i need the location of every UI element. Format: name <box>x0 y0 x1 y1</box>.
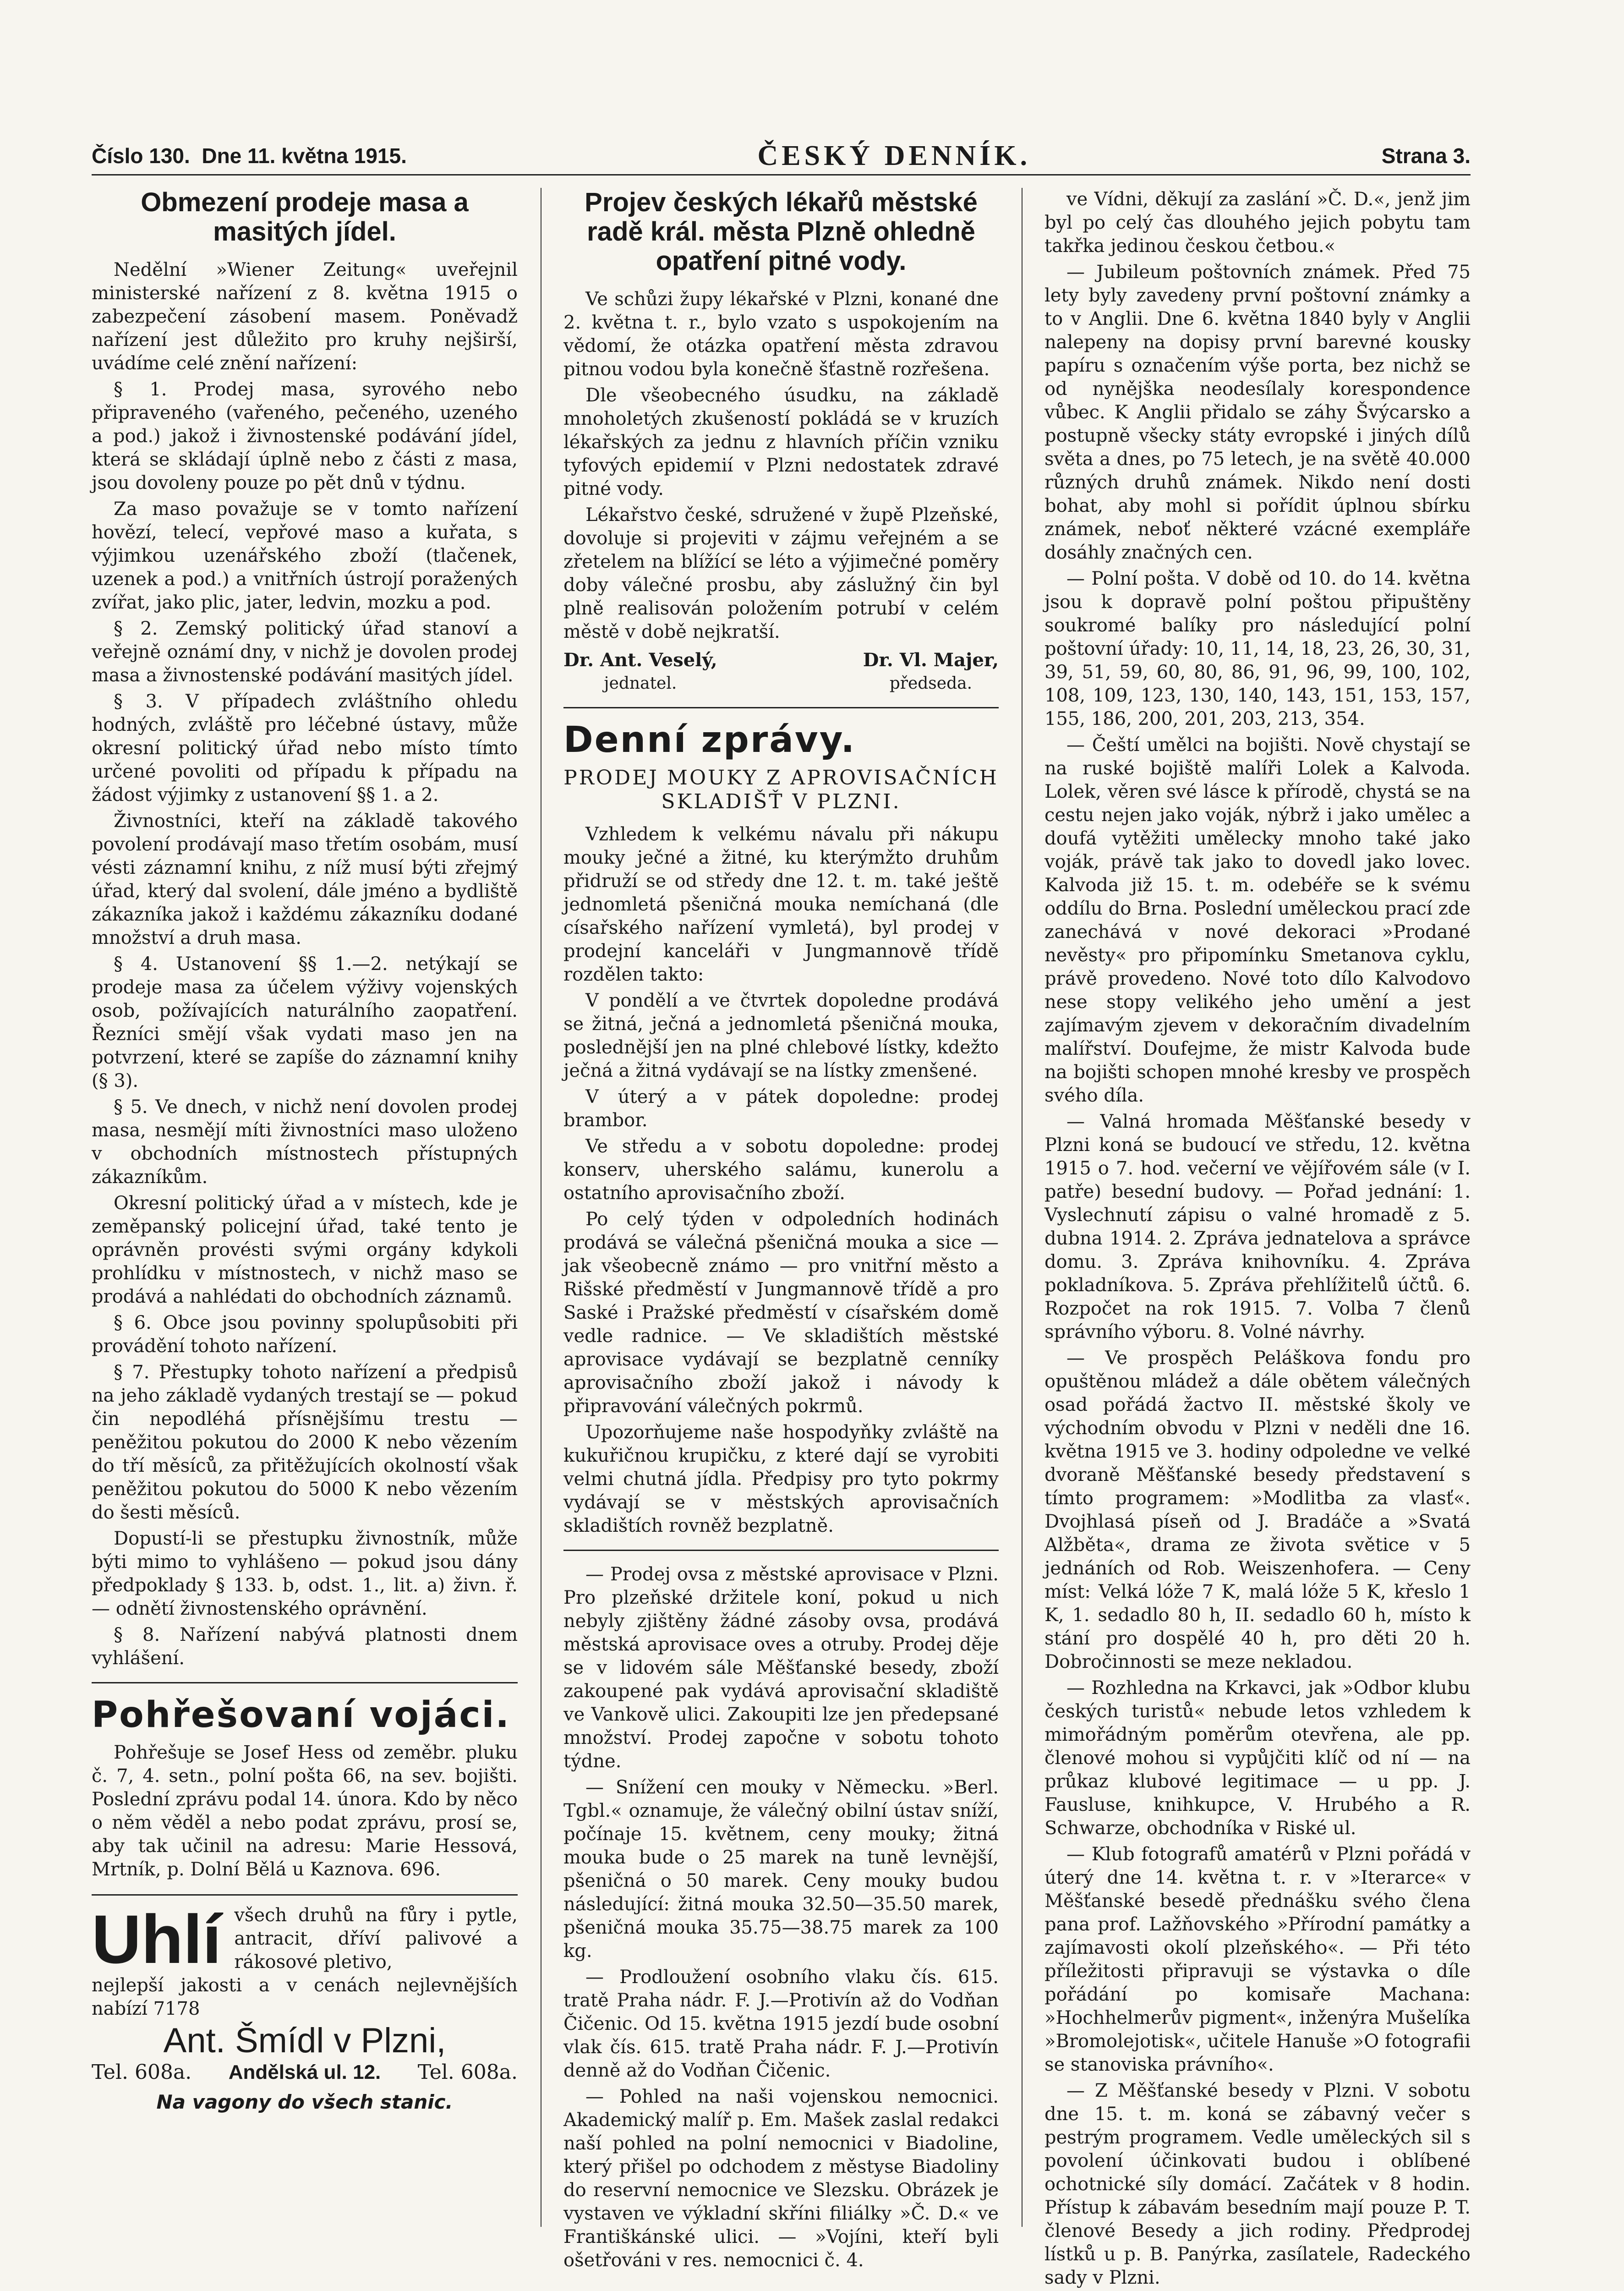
ad-telephone: Tel. 608a. <box>417 2061 518 2084</box>
article-subhead: PRODEJ MOUKY Z APROVISAČNÍCH SKLADIŠŤ V PLZNI. <box>563 766 999 813</box>
paragraph: Dopustí-li se přestupku živnostník, může býti mimo to vyhlášeno — pokud jsou dány předpoklady § 133. b, odst. 1., lit. a) živn. ř. — odnětí živnostenského oprávnění. <box>92 1528 518 1619</box>
ad-number: 7178 <box>153 1998 200 2019</box>
paragraph: § 2. Zemský politický úřad stanoví a veřejně oznámí dny, v nichž je dovolen prodej masa a živnostenské podávání masitých jídel. <box>92 618 518 686</box>
divider <box>563 707 999 708</box>
paragraph: Nedělní »Wiener Zeitung« uveřejnil ministerské nařízení z 8. května 1915 o zabezpečení zásobení masem. Poněvadž nařízení jest důležito pro kruhy nejširší, uvádíme celé znění nařízení: <box>92 259 518 374</box>
news-item: — Snížení cen mouky v Německu. »Berl. Tgbl.« oznamuje, že válečný obilní ústav sníží, počínaje 15. květnem, ceny mouky; žitná mouka bude o 25 marek na tuně levnější, pšeničná o 50 marek. Ceny mouky budou následující: žitná mouka 32.50—35.50 marek, pšeničná mouka 35.75—38.75 marek za 100 kg. <box>563 1777 999 1962</box>
news-item: — Pohled na naši vojenskou nemocnici. Akademický malíř p. Em. Mašek zaslal redakci naší pohled na polní nemocnici v Biadoline, který přišel po odchodem z městyse Biadoliny do reservní nemocnice ve Slezsku. Obrázek je vystaven ve výkladní skříni filiálky »Č. D.« ve Františkánské ulici. — »Vojíni, kteří byli ošetřováni v res. nemocnici č. 4. <box>563 2086 999 2271</box>
paragraph: Ve středu a v sobotu dopoledne: prodej konserv, uherského salámu, kunerolu a ostatního aprovisačního zboží. <box>563 1136 999 1204</box>
paragraph: V pondělí a ve čtvrtek dopoledne prodává se žitná, ječná a jednomletá pšeničná mouka, poslednější jen na plné chlebové lístky, kdežto ječná a žitná vydávají se na lístky zmenšené. <box>563 990 999 1081</box>
ad-footer: Na vagony do všech stanic. <box>156 2091 453 2113</box>
divider <box>92 1682 518 1683</box>
signatory-role: jednatel. <box>604 674 677 693</box>
news-item: — Klub fotografů amatérů v Plzni pořádá v úterý dne 14. května t. r. v »Iterarce« v Měšťanské besedě přednášku svého člena pana prof. Lažňovského »Přírodní památky a zajímavosti okolí plzeňského«. — Při této příležitosti připravuji se výstavka o díle pořádání po komisaře Machana: »Hochhelmerův pigment«, inženýra Mušelíka »Bromolejotisk«, učitele Hanuše »O fotografii se stanoviska právního«. <box>1044 1844 1471 2075</box>
column-rule <box>1022 188 1023 2227</box>
paragraph: Lékařstvo české, sdružené v župě Plzeňské, dovoluje si projeviti v zájmu veřejném a se zřetelem na blížící se léto a výjimečné poměry doby válečné prosbu, aby záslužný čin byl plně realisován položením potrubí v celém městě v době nejkratší. <box>563 504 999 642</box>
divider <box>563 1550 999 1551</box>
coal-advertisement <box>92 1894 518 2114</box>
paragraph: § 6. Obce jsou povinny spolupůsobiti při provádění tohoto nařízení. <box>92 1312 518 1357</box>
missing-soldier-notice <box>92 1741 518 1881</box>
paragraph: Po celý týden v odpoledních hodinách prodává se válečná pšeničná mouka a sice — jak všeobecně známo — pro vnitřní město a Rišské předměstí v Jungmannově třídě a pro Saské i Pražské předměstí v císařském domě vedle radnice. — Ve skladištích městské aprovisace vydávají se bezplatně cenníky aprovisačního zboží jakož i návody k připravování válečných pokrmů. <box>563 1209 999 1417</box>
ad-telephone: Tel. 608a. <box>92 2061 192 2084</box>
issue-and-date <box>92 143 407 168</box>
paragraph: § 7. Přestupky tohoto nařízení a předpisů na jeho základě vydaných trestají se — pokud čin nepodléhá přísnějšímu trestu — peněžitou pokutou do 2000 K nebo vězením do tří měsíců, za přitěžujících okolností však peněžitou pokutou do 5000 K nebo vězením do šesti měsíců. <box>92 1362 518 1523</box>
signatory-role: předseda. <box>889 674 973 693</box>
section-title-daily-news: Denní zprávy. <box>563 719 856 761</box>
signatures <box>563 648 999 695</box>
newspaper-title: ČESKÝ DENNÍK. <box>757 140 1031 171</box>
paragraph: § 5. Ve dnech, v nichž není dovolen prodej masa, nesmějí míti živnostníci maso uloženo v obchodních místnostech přístupných zákazníkům. <box>92 1096 518 1188</box>
signature-right <box>863 648 999 695</box>
ad-product-lines: všech druhů na fůry i pytle, antracit, dříví palivové a rákosové pletivo, <box>234 1905 518 1973</box>
paragraph: Vzhledem k velkému návalu při nákupu mouky ječné a žitné, ku kterýmžto druhům přidruží se od středy dne 12. t. m. také ještě jednomletá pšeničná mouka nemíchaná (dle císařského nařízení vymletá), byl prodej v prodejní kanceláři v Jungmannově třídě rozdělen takto: <box>563 824 999 985</box>
ad-address: Andělská ul. 12. <box>228 2061 381 2083</box>
ad-company-name: Ant. Šmídl v Plzni, <box>163 2021 446 2060</box>
column-3 <box>1044 188 1471 2291</box>
news-item: — Prodej ovsa z městské aprovisace v Plzni. Pro plzeňské držitele koní, pokud u nich nebyly zjištěny žádné zásoby ovsa, prodává městská aprovisace oves a otruby. Prodej děje se v lidovém sále Měšťanské besedy, zboží zakoupené pak vydává aprovisační skladiště ve Vankově ulici. Zakoupiti lze jen předepsané množství. Prodej započne v sobotu tohoto týdne. <box>563 1564 999 1772</box>
notice-text: Pohřešuje se Josef Hess od zeměbr. pluku č. 7, 4. setn., polní pošta 66, na sev. bojišti. Poslední zprávu podal 14. února. Kdo by něco o něm věděl a nebo podat zprávu, prosí se, aby tak učinil na adresu: Marie Hessová, Mrtník, p. Dolní Bělá u Kaznova. <box>92 1742 518 1880</box>
news-item: — Ve prospěch Peláškova fondu pro opuštěnou mládež a dále obětem válečných osad pořádá žactvo II. městské školy ve východním obvodu v Plzni v neděli dne 16. května 1915 ve 3. hodiny odpoledne ve velké dvoraně Měšťanské besedy představení s tímto programem: »Modlitba za vlasť«. Dvojhlasá píseň od J. Bradáče a »Svatá Alžběta«, drama ze života světice v 5 jednáních od Rob. Weiszenhofera. — Ceny míst: Velká lóže 7 K, malá lóže 5 K, křeslo 1 K, 1. sedadlo 80 h, II. sedadlo 60 h, místo k stání pro dospělé 40 h, pro děti 20 h. Dobročinnosti se meze nekladou. <box>1044 1348 1471 1672</box>
ad-header <box>92 1900 518 1978</box>
masthead <box>92 137 1471 175</box>
paragraph: Za maso považuje se v tomto nařízení hovězí, telecí, vepřové maso a kuřata, s výjimkou uzenářského zboží (tlačenek, uzenek a pod.) a vnitřních ústrojí poražených zvířat, jako plic, jater, ledvin, mozku a pod. <box>92 499 518 613</box>
signatory-name: Dr. Ant. Veselý, <box>563 649 717 671</box>
news-item: — Valná hromada Měšťanské besedy v Plzni koná se budoucí ve středu, 12. května 1915 o 7. hod. večerní ve vějířovém sále (v I. patře) besední budovy. — Pořad jednání: 1. Vyslechnutí zápisu o valné hromadě z 5. dubna 1914. 2. Zpráva jednatelova a správce domu. 3. Zpráva knihovníku. 4. Zpráva pokladníkova. 5. Zpráva přehlížitelů účtů. 6. Rozpočet na rok 1915. 7. Volba 7 členů správního výboru. 8. Volné návrhy. <box>1044 1111 1471 1343</box>
issue-date: Dne 11. května 1915. <box>202 144 407 168</box>
issue-number: Číslo 130. <box>92 144 190 168</box>
page-number: Strana 3. <box>1381 144 1471 168</box>
paragraph: Dle všeobecného úsudku, na základě mnoholetých zkušeností pokládá se v kruzích lékařských za jednu z hlavních příčin vzniku tyfových epidemií v Plzni nedostatek zdravé pitné vody. <box>563 385 999 499</box>
paragraph: Živnostníci, kteří na základě takového povolení prodávají maso třetím osobám, musí vésti záznamní knihu, z níž musí býti zřejmý úřad, který dal svolení, dále jméno a bydliště zákazníka jakož i každému zákazníku dodané množství a druh masa. <box>92 811 518 948</box>
news-item: — Jubileum poštovních známek. Před 75 lety byly zavedeny první poštovní známky a to v Anglii. Dne 6. května 1840 byly v Anglii nalepeny na dopisy první barevné kousky papíru s označením výše porta, bez nichž se od nynějška neodesílaly korespondence vůbec. K Anglii přidalo se záhy Švýcarsko a postupně všecky státy evropské i jiných dílů světa a dnes, po 75 letech, je na světě 40.000 různých druhů známek. Nikdo není dosti bohat, aby mohl si pořídit úplnou sbírku známek, neboť některé vzácné exempláře dosáhly značných cen. <box>1044 262 1471 563</box>
news-item: — Polní pošta. V době od 10. do 14. května jsou k dopravě polní poštou připuštěny soukromé balíky pro následující polní poštovní úřady: 10, 11, 14, 18, 23, 26, 30, 31, 39, 51, 59, 60, 80, 86, 91, 96, 99, 100, 102, 108, 109, 123, 130, 140, 143, 151, 153, 157, 155, 186, 200, 201, 203, 213, 354. <box>1044 568 1471 729</box>
ad-quality-line <box>92 1974 518 2021</box>
news-item: — Čeští umělci na bojišti. Nově chystají se na ruské bojiště malíři Lolek a Kalvoda. Lolek, věren své lásce k přírodě, chystá se na cestu nejen jako voják, nýbrž i jako umělec a doufá vytěžiti umělecky mnoho také jako voják, právě tak jako to dovedl jako lovec. Kalvoda již 15. t. m. odebéře se k svému oddílu do Brna. Poslední uměleckou prací zde zanechává v nové dekoraci »Prodané nevěsty« pro připomínku Smetanova cyklu, právě provedeno. Nové toto dílo Kalvodovo nese stopy velikého jeho umění a jest zajímavým zjevem v dekoračním divadelním malířství. Doufejme, že mistr Kalvoda bude na bojišti schopen mnohé kresby ve prospěch svého díla. <box>1044 734 1471 1106</box>
news-item: — Rozhledna na Krkavci, jak »Odbor klubu českých turistů« nebude letos vzhledem k mimořádným poměrům otevřena, ale pp. členové mohou si vypůjčiti klíč od ní — na průkaz klubové legitimace — u pp. J. Fausluse, knihkupce, V. Hrubého a R. Schwarze, obchodníka v Riské ul. <box>1044 1677 1471 1839</box>
signature-left <box>563 648 717 695</box>
paragraph: V úterý a v pátek dopoledne: prodej brambor. <box>563 1086 999 1131</box>
ad-quality-text: nejlepší jakosti a v cenách nejlevnějších nabízí <box>92 1975 518 2019</box>
news-item: — Z Měšťanské besedy v Plzni. V sobotu dne 15. t. m. koná se zábavný večer s pestrým programem. Vedle uměleckých sil s povolení účinkovati budou i oblíbené ochotnické síly domácí. Začátek v 8 hodin. Přístup k zábavám besedním mají pouze P. T. členové Besedy a jich rodiny. Předprodej lístků u p. B. Panýrka, zasílatele, Radeckého sady v Plzni. <box>1044 2080 1471 2288</box>
paragraph: § 1. Prodej masa, syrového nebo připraveného (vařeného, pečeného, uzeného a pod.) jakož i živnostenské podávání jídel, která se skládají úplně nebo z části z masa, jsou dovoleny pouze po pět dnů v týdnu. <box>92 379 518 493</box>
column-2 <box>563 188 999 2275</box>
section-title-missing-soldiers: Pohřešovaní vojáci. <box>92 1694 510 1736</box>
paragraph: § 8. Nařízení nabývá platnosti dnem vyhlášení. <box>92 1624 518 1669</box>
ad-headline: Uhlí <box>92 1900 222 1978</box>
article-title: Projev českých lékařů městské radě král. města Plzně ohledně opatření pitné vody. <box>585 187 978 276</box>
paragraph: § 4. Ustanovení §§ 1.—2. netýkají se prodeje masa za účelem výživy vojenských osob, požívajících naturálního zaopatření. Řezníci smějí však vydati maso jen na potvrzení, které se zapíše do záznamní knihy (§ 3). <box>92 954 518 1091</box>
article-title: Obmezení prodeje masa a masitých jídel. <box>141 187 469 247</box>
paragraph: Ve schůzi župy lékařské v Plzni, konané dne 2. května t. r., bylo vzato s uspokojením na vědomí, že otázka opatření města zdravou pitnou vodou byla konečně šťastně rozřešena. <box>563 289 999 380</box>
ad-contact-row <box>92 2061 518 2084</box>
paragraph: Okresní politický úřad a v místech, kde je zeměpanský policejní úřad, také tento je oprávněn provésti svými orgány kdykoli prohlídku v místnostech, v nichž maso se prodává a nahlédati do obchodních záznamů. <box>92 1193 518 1307</box>
notice-number: 696. <box>400 1859 441 1880</box>
news-item: ve Vídni, děkují za zaslání »Č. D.«, jenž jim byl po celý čas dlouhého jejich pobytu tam takřka jedinou českou četbou.« <box>1044 189 1471 257</box>
paragraph: Upozorňujeme naše hospodyňky zvláště na kukuřičnou krupičku, z které dají se vyrobiti velmi chutná jídla. Předpisy pro tyto pokrmy vydávají se v městských aprovisačních skladištích rovněž bezplatně. <box>563 1422 999 1536</box>
paragraph: § 3. V případech zvláštního ohledu hodných, zvláště pro léčebné ústavy, může okresní politický úřad nebo místo tímto určené povoliti od případu k případu na žádost výjimky z ustanovení §§ 1. a 2. <box>92 691 518 806</box>
signatory-name: Dr. Vl. Majer, <box>863 649 999 671</box>
column-1 <box>92 188 518 2114</box>
news-item: — Prodloužení osobního vlaku čís. 615. tratě Praha nádr. F. J.—Protivín až do Vodňan Čičenic. Od 15. května 1915 jezdí bude osobní vlak čís. 615. tratě Praha nádr. F. J.—Protivín denně až do Vodňan Čičenic. <box>563 1967 999 2081</box>
newspaper-page <box>92 137 1471 2288</box>
